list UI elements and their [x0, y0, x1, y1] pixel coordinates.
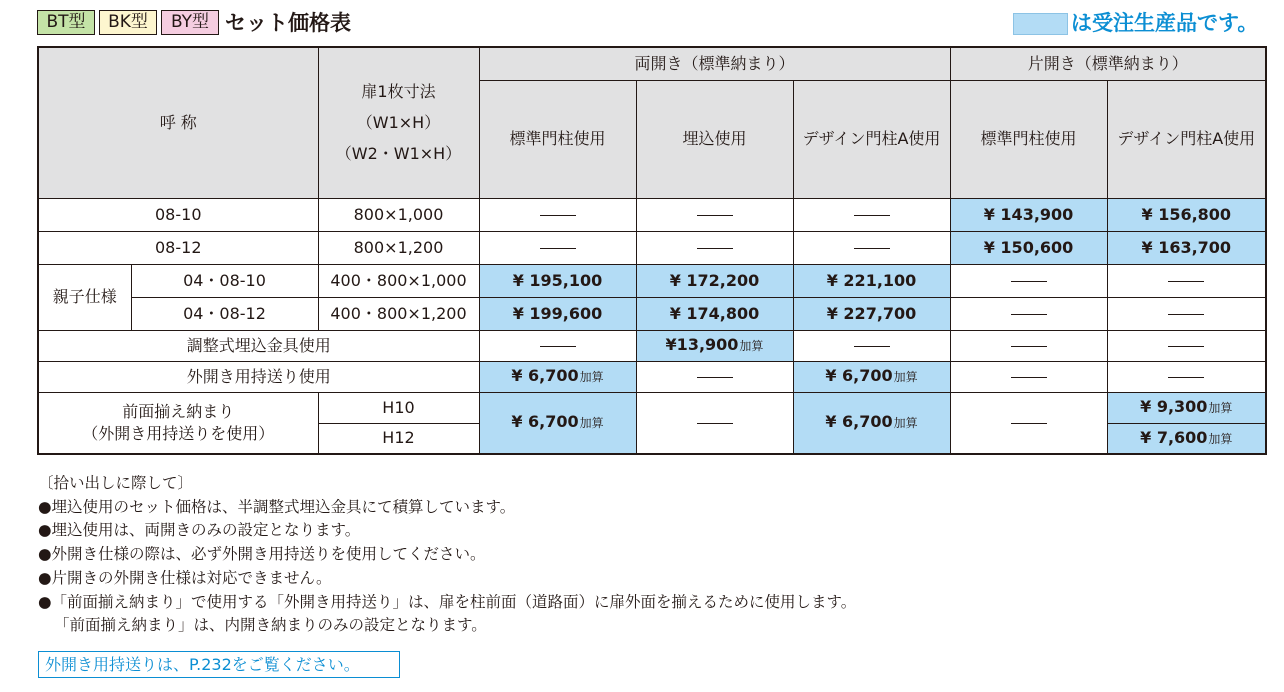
- price-cell: ¥ 143,900: [950, 198, 1107, 231]
- note-item: ●外開き仕様の際は、必ず外開き用持送りを使用してください。: [38, 545, 486, 564]
- notes: [38, 472, 856, 638]
- table-row: [38, 297, 1266, 330]
- empty-cell: [793, 231, 950, 264]
- row-dimension: 400・800×1,000: [318, 264, 479, 297]
- empty-cell: [950, 297, 1107, 330]
- price-cell: ¥ 6,700加算: [793, 392, 950, 454]
- header-double-embed: 埋込使用: [636, 80, 793, 198]
- note-item: 「前面揃え納まり」は、内開き納まりのみの設定となります。: [54, 616, 487, 635]
- empty-cell: [793, 198, 950, 231]
- row-name: 外開き用持送り使用: [38, 361, 479, 392]
- table-row: [38, 330, 1266, 361]
- row-name: 08-12: [38, 231, 318, 264]
- price-cell: ¥13,900加算: [636, 330, 793, 361]
- note-item: ●片開きの外開き仕様は対応できません。: [38, 568, 332, 587]
- header-dimension: 扉1枚寸法 （W1×H） （W2・W1×H）: [318, 47, 479, 198]
- badge-bt: BT型: [37, 10, 95, 35]
- price-cell: ¥ 6,700加算: [793, 361, 950, 392]
- row-height-h10: H10: [318, 392, 479, 423]
- price-cell: ¥ 9,300加算: [1107, 392, 1266, 423]
- legend-swatch: [1013, 13, 1068, 35]
- price-cell: ¥ 174,800: [636, 297, 793, 330]
- price-cell: ¥ 227,700: [793, 297, 950, 330]
- badge-by: BY型: [161, 10, 219, 35]
- table-row: [38, 198, 1266, 231]
- empty-cell: [636, 361, 793, 392]
- row-height-h12: H12: [318, 423, 479, 454]
- price-cell: ¥ 6,700加算: [479, 392, 636, 454]
- table-row: [38, 361, 1266, 392]
- price-cell: ¥ 195,100: [479, 264, 636, 297]
- header-single-door: 片開き（標準納まり）: [950, 47, 1266, 80]
- row-name: 04・08-10: [131, 264, 318, 297]
- header-name: 呼 称: [38, 47, 318, 198]
- page-title: セット価格表: [225, 11, 351, 35]
- notes-heading: 〔拾い出しに際して〕: [38, 474, 194, 492]
- price-cell: ¥ 221,100: [793, 264, 950, 297]
- price-cell: ¥ 6,700加算: [479, 361, 636, 392]
- note-item: ●埋込使用は、両開きのみの設定となります。: [38, 521, 361, 540]
- empty-cell: [1107, 264, 1266, 297]
- empty-cell: [636, 231, 793, 264]
- header-single-design: デザイン門柱A使用: [1107, 80, 1266, 198]
- header-single-standard: 標準門柱使用: [950, 80, 1107, 198]
- price-cell: ¥ 150,600: [950, 231, 1107, 264]
- row-name: 調整式埋込金具使用: [38, 330, 479, 361]
- row-dimension: 400・800×1,200: [318, 297, 479, 330]
- row-name: 04・08-12: [131, 297, 318, 330]
- empty-cell: [1107, 297, 1266, 330]
- price-cell: ¥ 172,200: [636, 264, 793, 297]
- row-dimension: 800×1,000: [318, 198, 479, 231]
- header: [37, 6, 1265, 40]
- row-name: 前面揃え納まり （外開き用持送りを使用）: [38, 392, 318, 454]
- row-name: 08-10: [38, 198, 318, 231]
- empty-cell: [636, 392, 793, 454]
- table-row: [38, 264, 1266, 297]
- price-cell: ¥ 163,700: [1107, 231, 1266, 264]
- empty-cell: [479, 198, 636, 231]
- oyako-label: 親子仕様: [38, 264, 131, 330]
- empty-cell: [950, 264, 1107, 297]
- empty-cell: [793, 330, 950, 361]
- empty-cell: [479, 231, 636, 264]
- legend-text: は受注生産品です。: [1071, 11, 1259, 35]
- empty-cell: [950, 392, 1107, 454]
- empty-cell: [1107, 330, 1266, 361]
- empty-cell: [950, 361, 1107, 392]
- table-row: [38, 231, 1266, 264]
- price-cell: ¥ 199,600: [479, 297, 636, 330]
- header-double-door: 両開き（標準納まり）: [479, 47, 950, 80]
- empty-cell: [950, 330, 1107, 361]
- empty-cell: [636, 198, 793, 231]
- price-cell: ¥ 7,600加算: [1107, 423, 1266, 454]
- note-item: ●「前面揃え納まり」で使用する「外開き用持送り」は、扉を柱前面（道路面）に扉外面を揃えるために使用します。: [38, 592, 857, 611]
- row-dimension: 800×1,200: [318, 231, 479, 264]
- badge-bk: BK型: [99, 10, 157, 35]
- note-item: ●埋込使用のセット価格は、半調整式埋込金具にて積算しています。: [38, 497, 516, 516]
- header-double-standard: 標準門柱使用: [479, 80, 636, 198]
- price-cell: ¥ 156,800: [1107, 198, 1266, 231]
- empty-cell: [1107, 361, 1266, 392]
- header-double-design: デザイン門柱A使用: [793, 80, 950, 198]
- table-row: [38, 392, 1266, 423]
- empty-cell: [479, 330, 636, 361]
- price-table: [37, 46, 1267, 455]
- page-reference-link[interactable]: 外開き用持送りは、P.232をご覧ください。: [38, 651, 400, 678]
